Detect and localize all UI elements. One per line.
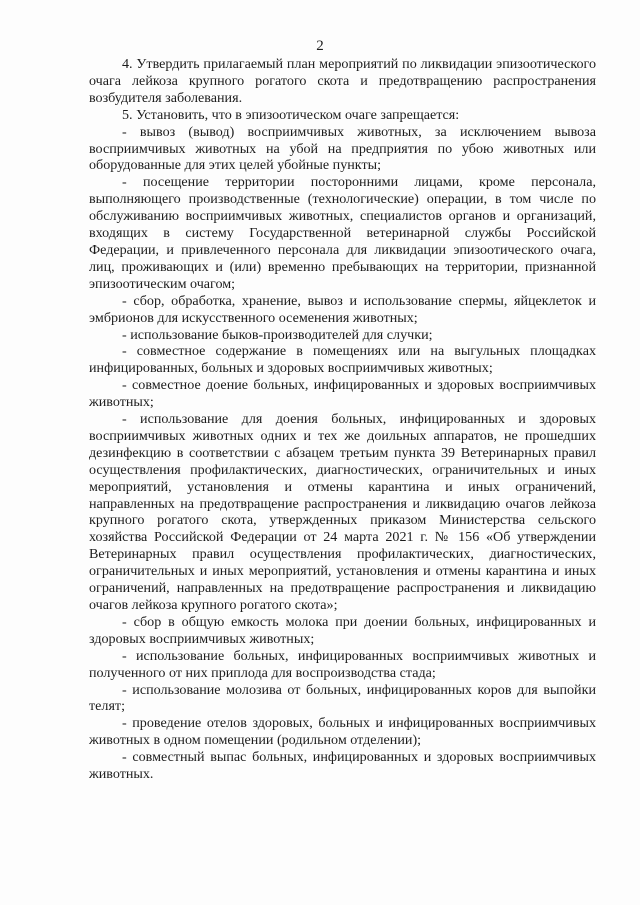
paragraph-item-4: 4. Утвердить прилагаемый план мероприятий по ликвидации эпизоотического очага лейкоза крупного рогатого скота и предотвращению распространения возбудителя заболевания. xyxy=(89,56,596,106)
prohibition-item: - вывоз (вывод) восприимчивых животных, за исключением вывоза восприимчивых животных на убой на предприятия по убою животных или оборудованные для этих целей убойные пункты; xyxy=(89,123,596,174)
prohibition-item: - посещение территории посторонними лицами, кроме персонала, выполняющего производственные (технологические) операции, в том числе по обслуживанию восприимчивых животных, специалистов органов и организаций, входящих в систему Государственной ветеринарной службы Российской Федерации, и привлеченного персонала для ликвидации эпизоотического очага, лиц, проживающих и (или) временно пребывающих на территории, признанной эпизоотическим очагом; xyxy=(89,174,596,292)
prohibition-item: - сбор, обработка, хранение, вывоз и использование спермы, яйцеклеток и эмбрионов для искусственного осеменения животных; xyxy=(89,292,596,326)
faint-header-stamp xyxy=(240,2,400,16)
document-body xyxy=(89,56,596,783)
prohibition-item: - проведение отелов здоровых, больных и инфицированных восприимчивых животных в одном помещении (родильном отделении); xyxy=(89,715,596,749)
prohibition-item: - совместное содержание в помещениях или на выгульных площадках инфицированных, больных и здоровых восприимчивых животных; xyxy=(89,343,596,377)
prohibition-item: - совместный выпас больных, инфицированных и здоровых восприимчивых животных. xyxy=(89,749,596,783)
page-number: 2 xyxy=(316,38,324,54)
prohibition-item: - совместное доение больных, инфицированных и здоровых восприимчивых животных; xyxy=(89,377,596,411)
paragraph-item-5: 5. Установить, что в эпизоотическом очаге запрещается: xyxy=(122,106,460,123)
prohibition-item: - использование для доения больных, инфицированных и здоровых восприимчивых животных одних и тех же доильных аппаратов, не прошедших дезинфекцию в соответствии с абзацем третьим пункта 39 Ветеринарных правил осуществления профилактических, диагностических, ограничительных и иных мероприятий, установления и отмены карантина и иных ограничений, направленных на предотвращение распространения и ликвидацию очагов лейкоза крупного рогатого скота, утвержденных приказом Министерства сельского хозяйства Российской Федерации от 24 марта 2021 г. № 156 «Об утверждении Ветеринарных правил осуществления профилактических, диагностических, ограничительных и иных мероприятий, установления и отмены карантина и иных ограничений, направленных на предотвращение распространения и ликвидацию очагов лейкоза крупного рогатого скота»; xyxy=(89,411,596,613)
prohibition-item: - использование молозива от больных, инфицированных коров для выпойки телят; xyxy=(89,681,596,715)
prohibition-item: - использование больных, инфицированных восприимчивых животных и полученного от них приплода для воспроизводства стада; xyxy=(89,647,596,681)
prohibition-item: - сбор в общую емкость молока при доении больных, инфицированных и здоровых восприимчивых животных; xyxy=(89,613,596,647)
prohibition-item: - использование быков-производителей для случки; xyxy=(122,326,433,343)
